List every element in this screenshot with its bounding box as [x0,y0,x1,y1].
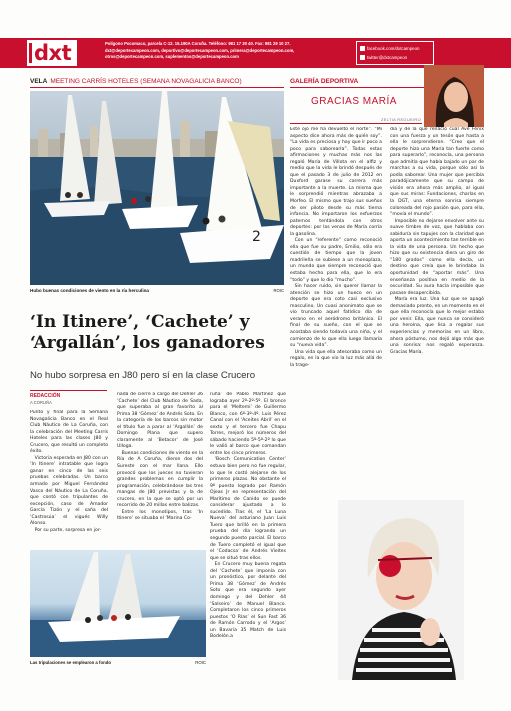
article-column-1 [30,410,108,548]
dxt-logo [27,40,77,66]
article-subhead: No hubo sorpresa en J80 pero sí en la clase Crucero [30,370,256,381]
photo2-credit: ROIC [195,660,206,665]
photo2-caption [30,660,206,665]
twitter-link[interactable] [360,53,430,62]
column-text-a-content: Este ojo me ha devuelto el norte”. “Mi aspecto dice ahora más de quién soy”. “La vida es preciosa y hay que ir poco a poco para saborearla”. Todas estas afirmaciones y muchas más nos las regaló María de Villota en el alfiz y medio que la vida le brindó después de que el pasado 3 de julio de 2012 en Duxford garase su carrera más importante a la muerte. La misma que le sorprendió mientras abrazaba a Morfeo. El mismo que trajo sus sueños de ser piloto desde su más tierna infancia. No importaron los esfuerzos paternos tentándola con otros deportes: por las venas de María corría la gasolina. Con un “referente” como reconoció ella que fue su padre, Emilio, sólo era cuestión de tiempo que la joven madrileña se subiese a un monoplaza, un mundo que siempre reconoció que estaba hecho para ella, que lo era “todo” y que lo dio “mucho”. Sin hacer ruido, sin querer llamar la atención se hizo un hueco en un deporte que era coto casi exclusivo masculino. Un cuasi anonimato que se vio truncado aquel fatídico día de verano en el aeródromo británico. El final de su sueño, con el que se acostaba siendo todavía una niña, y el comienzo de lo que ella luego llamaría su “nueva vida”. Una vida que ella atesoraba como un regalo, en la que vio la luz más allá de la trage- [290,127,382,368]
logo-text: dxt [34,41,72,65]
header-contact-info [105,41,355,61]
header-address-line2: dxt@deportecampeon.com, deportivo@deportecampeon.com, primera@deportecampeon.com, [105,47,295,53]
sailboats-illustration [30,91,284,285]
facebook-text: facebook.com/dxtcampeon [367,46,420,51]
header-address-line1: Polígono Pocomaco, parcela C-12. 15.190A Coruña. Teléfono: 981 17 30 40. Fax: 981 29 10 27. [105,41,291,46]
photo1-caption [30,288,284,293]
column-text-b [390,127,484,427]
twitter-icon [360,55,365,60]
maria-photo [338,500,464,680]
facebook-link[interactable] [360,44,430,53]
article-column-1-text: Punto y final para la Semana Novagalicia Banco en el Real Club Náutico de La Coruña, con la celebración del Meeting Carrís Hoteles para las clases J80 y Crucero, que resultó un completo éxito. Victoria esperada en J80 con un ‘In Itinere’ intratable que logra ganar en cinco de las seis pruebas celebradas. Un barco armado por Miguel Fernández Vasco del Náutico de La Coruña, que contó con tripulantes de excepción, caso de Amador García Tizón y el saña del ‘Castrosúa’ el vigués Willy Alonso. Por su parte, sorpresa en jor- [30,410,108,533]
column-text-b-content: dia y de la que renació cual Ave Fénix con una fuerza y un tesón que hasta a ella le sorprendieron. “Creo que el deporte hizo una María tan fuerte como para superarlo”, reconocía, una persona que admitía que había bajado un par de marchas a su vida, porque sólo así la podía saborear. Una mujer que percibía paradójicamente que su campo de visión era ahora más amplio, al igual que sus miras: Fundaciones, charlas en la DGT, una eterna sonrisa siempre coloreada del rojo pasión que, para ella, “movía el mundo”. Imposible no dejarse envolver ante su suave timbre de voz, que hablaba con sabiduría sin tapujes con la claridad que aporta un acontecimiento tan terrible en la vida de una persona. Un hecho que hizo que su existencia diera un giro de “180 grados” como ella decía, un destino que creía que le brindaba la oportunidad de “aportar más”. Una enseñanza positiva en medio de la oscuridad. Su aura hacía imposible que pasase desapercibida. María era luz. Una luz que se apagó demasiado pronto, en un momento en el que ella reconocía que lo mejor estaba por venir. Ella, que nunca se consideró una heroína, que lisa a regalar sus experiencias y memorias en un libro, ahora póstumo, nos dejó algo más que una sonrisa: nos regaló esperanza. Gracias María. [390,127,484,355]
article-column-2-text: nada de cierre a cargo del Dehler 36 ‘Cachete’ del Club Náutico de Sada, que superaba al gran favorito al Prima 38 ‘Gómez’ de Andrés Soto. En la categoría de los barcos sin motor el título fue a parar al ‘Argallán’ de Domingo Plana que supero claramente al ‘Betacor’ de José Ulloga. Buenas condiciones de viento en la Ría de A Coruña, dieron dos del Sureste con el mar llana. Ello provocó que los jueces no tuvieran grandes problemas en cumplir la programación, celebrándose las tres mangas de J80 previstas y la de crucero, en la que se optó por un recorrido de 20 millas entre balizas. Entre los monotipos, tras ‘In Itinere’ se situaba el ‘Marina Co- [117,392,203,522]
twitter-text: twitter@dxtcampeon [367,55,408,60]
photo2-caption-text: Las tripulaciones se emplearon a fondo [30,660,111,665]
facebook-icon [360,46,365,51]
column-title-rule [290,123,422,124]
column-section-label: GALERÍA DEPORTIVA [290,78,359,85]
article-column-2 [117,392,203,548]
crew-boat-illustration [30,550,206,657]
article-byline [30,390,107,405]
article-column-3 [210,392,286,702]
section-event: MEETING CARRÍS HOTELES (SEMANA NOVAGALICIA BANCO) [50,78,242,85]
photo1-caption-text: Hubo buenas condiciones de viento en la ría herculina [30,288,149,293]
article-column-3-text: ruña’ de Pablo Martínez que lograba ayer 2º-2º-5º. El bronce para el ‘Meltemi’ de Guillermo Blanco, con 6º-3º-4º. Luis Pérez Canal con el ‘Aceites Abril’ en el sexto y el tercero fue Chapu Torres, mejoró los números del sábado haciendo 5º-5º-2º lo que le valió al barco que comandan entre los cinco primeros. ‘Bosch Comunication Center’ estuvo bien pero no fue regular, lo que le costó alejarse de los primeros plazas. No obstante el 9º puesto logrado por Ramón Ojeas Jr en representación del Marítimo de Canido se puede considerar ajustado a lo sucedido. Tras él, el ‘La Luna Nueva’ del asturiano Juan Luis Tuero que brilló en la primera prueba del día logrando un segundo puesto parcial. El barco de Tuero completó el igual que el ‘Codacsa’ de Andrés Vieites que se situó tras ellos. En Crucero muy buena regata del ‘Cachete’ que imponía con un pronóstico, por delante del Prima 38 ‘Gómez’ de Andrés Soto que era segundo ayer domingo y del Dehler 44 ‘Salseiro’ de Manuel Blanco. Completaron los cinco primeros puestos ‘O Rías’ el Sun Fast 36 de Ramón Carrodo y el ‘Argos’ un Bavaria 35 Match de Luis Bodelón.a [210,392,286,640]
logo-bar-icon [29,43,32,63]
maria-illustration [338,500,464,680]
photo1-credit: ROIC [273,288,284,293]
social-box [356,41,434,65]
columnist-portrait [424,65,484,127]
column-author: ZELTIA REGUEIRO [381,117,421,122]
section-name: VELA [30,78,48,85]
svg-text:2: 2 [252,229,261,245]
article-headline: ‘In Itinere’, ‘Cachete’ y ‘Argallán’, los ganadores [30,312,265,353]
sailing-photo [30,91,284,285]
column-title: GRACIAS MARÍA [311,96,397,107]
byline-author: REDACCIÓN [30,393,61,399]
columnist-face-illustration [424,65,484,127]
section-rule [30,87,284,88]
crew-photo [30,550,206,657]
column-text-a [290,127,382,505]
section-label [30,78,242,85]
header-address-line3: otros@deportecampeon.com, suplementos@deportecampeon.com [105,54,239,59]
byline-place: A CORUÑA [30,400,52,405]
